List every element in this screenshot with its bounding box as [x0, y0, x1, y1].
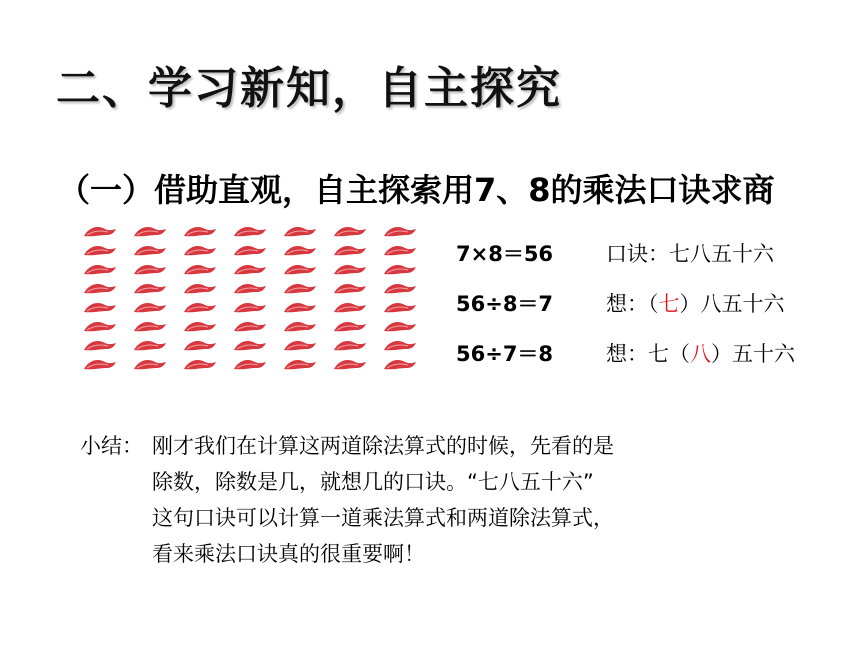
note-2-pre: 想：（ — [606, 292, 659, 316]
red-flag-icon — [334, 246, 366, 255]
red-flag-icon — [134, 341, 166, 350]
note-2 — [606, 288, 856, 318]
red-flag-icon — [234, 360, 266, 369]
red-flag-icon — [334, 265, 366, 274]
section-subtitle: （一）借助直观，自主探索用7、8的乘法口诀求商 — [58, 171, 775, 209]
summary-line-3: 这句口诀可以计算一道乘法算式和两道除法算式， — [152, 506, 614, 530]
red-flag-icon — [284, 341, 316, 350]
page-title: 二、学习新知，自主探究 — [56, 63, 562, 114]
red-flag-icon — [134, 360, 166, 369]
note-3-pre: 想：七（ — [606, 342, 690, 366]
summary-label: 小结： — [80, 434, 143, 458]
red-flag-icon — [134, 303, 166, 312]
red-flag-icon — [184, 227, 216, 236]
note-3-highlight: 八 — [690, 342, 711, 366]
red-flag-icon — [384, 303, 416, 312]
red-flag-icon — [284, 322, 316, 331]
red-flag-icon — [134, 284, 166, 293]
red-flag-icon — [384, 265, 416, 274]
red-flag-icon — [84, 227, 116, 236]
red-flag-icon — [334, 322, 366, 331]
red-flag-icon — [84, 341, 116, 350]
red-flag-icon — [84, 322, 116, 331]
summary-line-4: 看来乘法口诀真的很重要啊！ — [152, 542, 425, 566]
red-flag-icon — [234, 303, 266, 312]
red-flag-icon — [384, 341, 416, 350]
red-flag-icon — [184, 303, 216, 312]
red-flag-icon — [334, 303, 366, 312]
red-flag-icon — [334, 227, 366, 236]
note-3 — [606, 338, 856, 368]
red-flag-icon — [84, 265, 116, 274]
red-flag-icon — [234, 227, 266, 236]
red-flag-icon — [84, 246, 116, 255]
red-flag-icon — [84, 360, 116, 369]
flag-array — [82, 224, 422, 374]
red-flag-icon — [184, 284, 216, 293]
red-flag-icon — [284, 284, 316, 293]
red-flag-icon — [384, 284, 416, 293]
red-flag-icon — [134, 322, 166, 331]
red-flag-icon — [234, 341, 266, 350]
red-flag-icon — [234, 322, 266, 331]
red-flag-icon — [384, 246, 416, 255]
red-flag-icon — [84, 284, 116, 293]
red-flag-icon — [184, 322, 216, 331]
note-2-highlight: 七 — [658, 292, 680, 316]
equation-1: 7×8＝56 — [456, 242, 554, 266]
note-2-post: ）八五十六 — [679, 292, 785, 316]
red-flag-icon — [84, 303, 116, 312]
summary-line-1: 刚才我们在计算这两道除法算式的时候，先看的是 — [152, 434, 614, 458]
red-flag-icon — [234, 284, 266, 293]
red-flag-icon — [184, 265, 216, 274]
red-flag-icon — [284, 265, 316, 274]
red-flag-icon — [184, 360, 216, 369]
red-flag-icon — [134, 227, 166, 236]
note-3-post: ）五十六 — [711, 342, 795, 366]
red-flag-icon — [384, 227, 416, 236]
red-flag-icon — [134, 246, 166, 255]
note-1 — [606, 238, 856, 268]
equation-2: 56÷8＝7 — [456, 292, 554, 316]
red-flag-icon — [334, 284, 366, 293]
red-flag-icon — [184, 341, 216, 350]
summary-line-2: 除数，除数是几，就想几的口诀。“七八五十六” — [152, 470, 594, 494]
red-flag-icon — [234, 246, 266, 255]
red-flag-icon — [284, 360, 316, 369]
note-1-text: 口诀：七八五十六 — [606, 242, 774, 266]
red-flag-icon — [134, 265, 166, 274]
red-flag-icon — [334, 341, 366, 350]
red-flag-icon — [284, 246, 316, 255]
red-flag-icon — [234, 265, 266, 274]
red-flag-icon — [384, 322, 416, 331]
red-flag-icon — [184, 246, 216, 255]
red-flag-icon — [284, 303, 316, 312]
equation-3: 56÷7＝8 — [456, 342, 554, 366]
red-flag-icon — [334, 360, 366, 369]
red-flag-icon — [384, 360, 416, 369]
red-flag-icon — [284, 227, 316, 236]
